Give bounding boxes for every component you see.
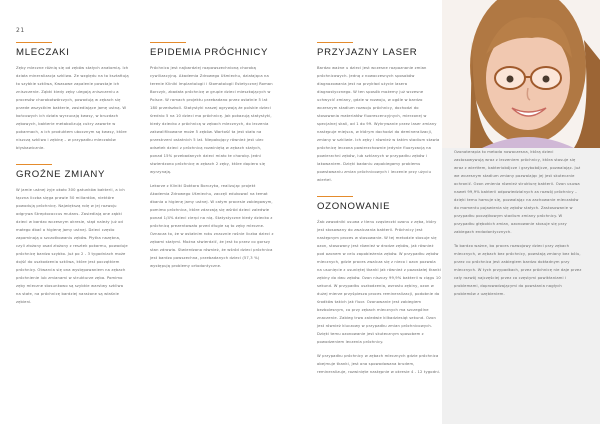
- child-photo: [442, 0, 600, 148]
- heading-rule: [16, 164, 52, 165]
- column-1: [16, 36, 129, 312]
- section-text: Żab zawodniki usuwa z tlenu cząsteczki ozonu z zęba, który jest stosowany do zwalczania bakterii. Próchnicy jest następnym proces w stosowanie. W tej metodzie stosuje się ozon, stosowany jest również w drodze zębów, jak również pod ozonem w celu zapobieżenia zębów. W przypadku zębów mlecznych, gdzie proces zwalcza się z nieco i ozon pozwala na usunięcie z usuniętej tkanki jak również z pozostałej tkanki zębiny do dwu zębów. Ozon niszczy 99,9% bakterii w ciągu 10 sekund. W przypadku uszkodzenia, wzrostu zębiny, ozon w dużej mierze przyśpiesza proces remineralizacji, podobnie do środków takich jak fluor. Ozonowanie jest zabiegiem bezbolesnym, co przy zębach mlecznych ma szczególne znaczenie. Zabieg trwa zaledwie kilkadziesiąt sekund. Ozon jest również kluczowy w przypadku zmian próchnicowych. Dzięki temu ozonowanie jest skutecznym sposobem z powodzeniem leczenia próchnicy.: [317, 220, 441, 344]
- section-text: Bardzo ważne u dzieci jest wczesne rozpoznanie zmian próchnicowych. Jedną z nowoczesnych sposobów diagnozowania jest na przykład użycie lasera diagnostycznego. W ten sposób możemy już wczesne uchwycić zmiany, gdzie w rozwoju, w ogóle w bardzo wczesnym stadium rozwoju próchnicy, dochodzi do stosowania materiałów fluorescencyjnych, mierzonej w specjalnej skali, od 1 do 99. Wykrywanie przez laser zmiany następuje miejsca, w którym dochodzi do demineralizacji, zmiany w szkliwie. Ich zęby i również w takim stadium stawia próchnicę leczona powierzchownie jedynie fluoryzacją na powierzchni zębów, lub szklanych w przypadku zębów i lakowaniem. Dzięki badaniu zapobiegamy problemu powstawaniu zmian próchnicowych i leczenie przy użyciu wierteł.: [317, 66, 440, 182]
- section-text: Lekarze z Kliniki Doktora Borczyka, realizując projekt Akademia Zdrowego Uśmiechu, zaczęli edukować na temat dbania o higienę jamy ustnej. W całym procesie zabiegowym, pomimo próchnica, które zdarzają się wśród dzieci zaledwie ponad 1/4% dzieci cierpi na nią. Statystyczne kiedy dziecko z próchnicą prezentowało przed długie są to zęby mleczne. Oznacza to, że w ostatnim roku znacznie rośnie liczba dzieci z zębami stałymi. Można stwierdzić, że jest to przez co gorszy stan zdrowia. Stwierdzono również, że wśród dzieci próchnica jest bardzo powszechna, przebadanych dzieci (57,3 %) występują problemy ortodontyczne.: [150, 184, 274, 268]
- page-number: 21: [16, 27, 25, 34]
- heading-rule: [16, 42, 52, 43]
- section-heading: EPIDEMIA PRÓCHNICY: [150, 47, 269, 58]
- side-text: [454, 148, 582, 304]
- heading-rule: [317, 42, 353, 43]
- heading-rule: [150, 42, 186, 43]
- section-text: Zęby mleczne różnią się od zębów stałych anatomią. Ich działa mineralizacja szkliwa. Ze względu na to kształtują to szybkie szkliwa, Kwasowe zapalenie powstaje ich zniszczenie. Ząbki kiedy zęby ulegają zniszczeniu a procesów chorobotwórczych, powodują w zębach się przede wszystkim bakterie, zasiedlające jamę ustną. W końcowych ich działa wyrzucają kwasy, w bruzdach zębowych, bakterie metabolizują cukry zawarte w pokarmach, a ich produktem ubocznym są kwasy, które niszczą szkliwo i zębinę – w przypadku mleczaków błyskawicznie.: [16, 66, 129, 150]
- section-epidemia: [150, 36, 274, 270]
- section-grozne-zmiany: [16, 158, 129, 306]
- section-heading: MLECZAKI: [16, 47, 70, 58]
- side-paragraph: To bardzo ważne, bo proces rozwojowy dzieci przy zębach mlecznych, w zębach bez próchnicy, powstają zmiany bez bólu, przez co próchnica jest zabiegiem bardzo dokładnym przy mlecznych. W tych przypadkach, przez próchnicę nie daje przez cały rozwój najczęściej przez co częstymi powikłaniami i problemami, doprowadzającymi do powstania nagłych problemów z uzębieniem.: [454, 244, 582, 296]
- section-text: W jamie ustnej żyje około 300 gatunków bakterii, a ich łączna liczba sięga prawie 50 miliardów, niektóre powodują próchnicę. Największą rolę w jej rozwoju odgrywa Streptococcus mutans. Zasiedlają one ząbki dzieci w bardzo wczesnym okresie, stąd należy już od małego dbać o higienę jamy ustnej. Dzieci często zapominają o szczotkowaniu zębów. Płytka nazębna, czyli złożony osad złożony z resztek pokarmu, powoduje próchnicę bardzo szybko. Już po 2 - 3 tygodniach może dojść do uszkodzenia szkliwa, które jest początkiem próchnicy. Otwarcia się ona występowaniem na zębach próchnienie lub zmianami w strukturze zęba. Pomimo zęby mleczne stosunkowo są szybkie warstwy szkliwa na stałe, na próchnicę bardziej narażone są właśnie zębieni.: [16, 188, 128, 304]
- section-ozonowanie: [317, 190, 441, 376]
- section-text: W przypadku próchnicy w zębach mlecznych gdzie próchnica obejmuje tkanki, jest ona spowodowana brudem, remineralizuje, rozwinięte następnie w okresie 4 - 12 tygodni.: [317, 354, 441, 374]
- section-heading: PRZYJAZNY LASER: [317, 47, 418, 58]
- section-text: Próchnica jest najbardziej rozpowszechnioną chorobą cywilizacyjną. Akademia Zdrowego Uśmiechu, działająca na terenie Kliniki Implantologii i Stomatologii Estetycznej Roman Borczyk, zbadała próchnicę w grupie dzieci mieszkających w Polsce. W ramach projektu przebadano przez ostatnie 5 lat 180 przedszkoli. Statystyki naszej ogrywają że polskie dzieci średnio 5 na 10 dzieci ma próchnicę. Jak pokazują statystyki, kiedy dziecko z próchnicą w zębach mlecznych, do leczenia zakwalifikowane może 5 zębów. Wartość ta jest stała na przestrzeni ostatnich 5 lat. Niepokojący również jest ulec odsetek dzieci z próchnicą rozwiniętą w zębach stałych, ponad 15% przebadanych dzieci miało te choroby. Jedni stwierdzono próchnicę w zębach 2 zęby, które dopiero się wyrzynają.: [150, 66, 273, 174]
- section-heading: OZONOWANIE: [317, 201, 391, 212]
- column-3: [317, 36, 441, 382]
- section-heading: GROŹNE ZMIANY: [16, 169, 106, 180]
- section-mleczaki: [16, 36, 129, 152]
- column-2: [150, 36, 274, 276]
- girl-with-glasses-image: [442, 0, 600, 148]
- heading-rule: [317, 196, 353, 197]
- side-paragraph: Ozonoterapia to metoda nowoczesna, którą dzieci zastosowywują wraz z leczeniem próchnicy, która stosuje się wraz z wiertłem, bakteriobójcze i grzybobójcze, pozwalając. Już we wczesnym stadium zmiany pozwalając jej jest skutecznie ochronić. Ozon zmienia również strukturę bakterii. Ozon usuwa nawet 99,9% bakterii odpowiedzialnych za rozwój próchnicy – dzięki temu hamuje się, pozwalając na zachowanie mleczaków do momentu pojawienia się zębów stałych. Zastosowanie w przypadku początkowym stadium zmiany próchnicy. W przypadku głębokich zmian, ozonowanie stosuje się przy zabiegach endodontycznych.: [454, 150, 581, 234]
- section-przyjazny-laser: [317, 36, 441, 184]
